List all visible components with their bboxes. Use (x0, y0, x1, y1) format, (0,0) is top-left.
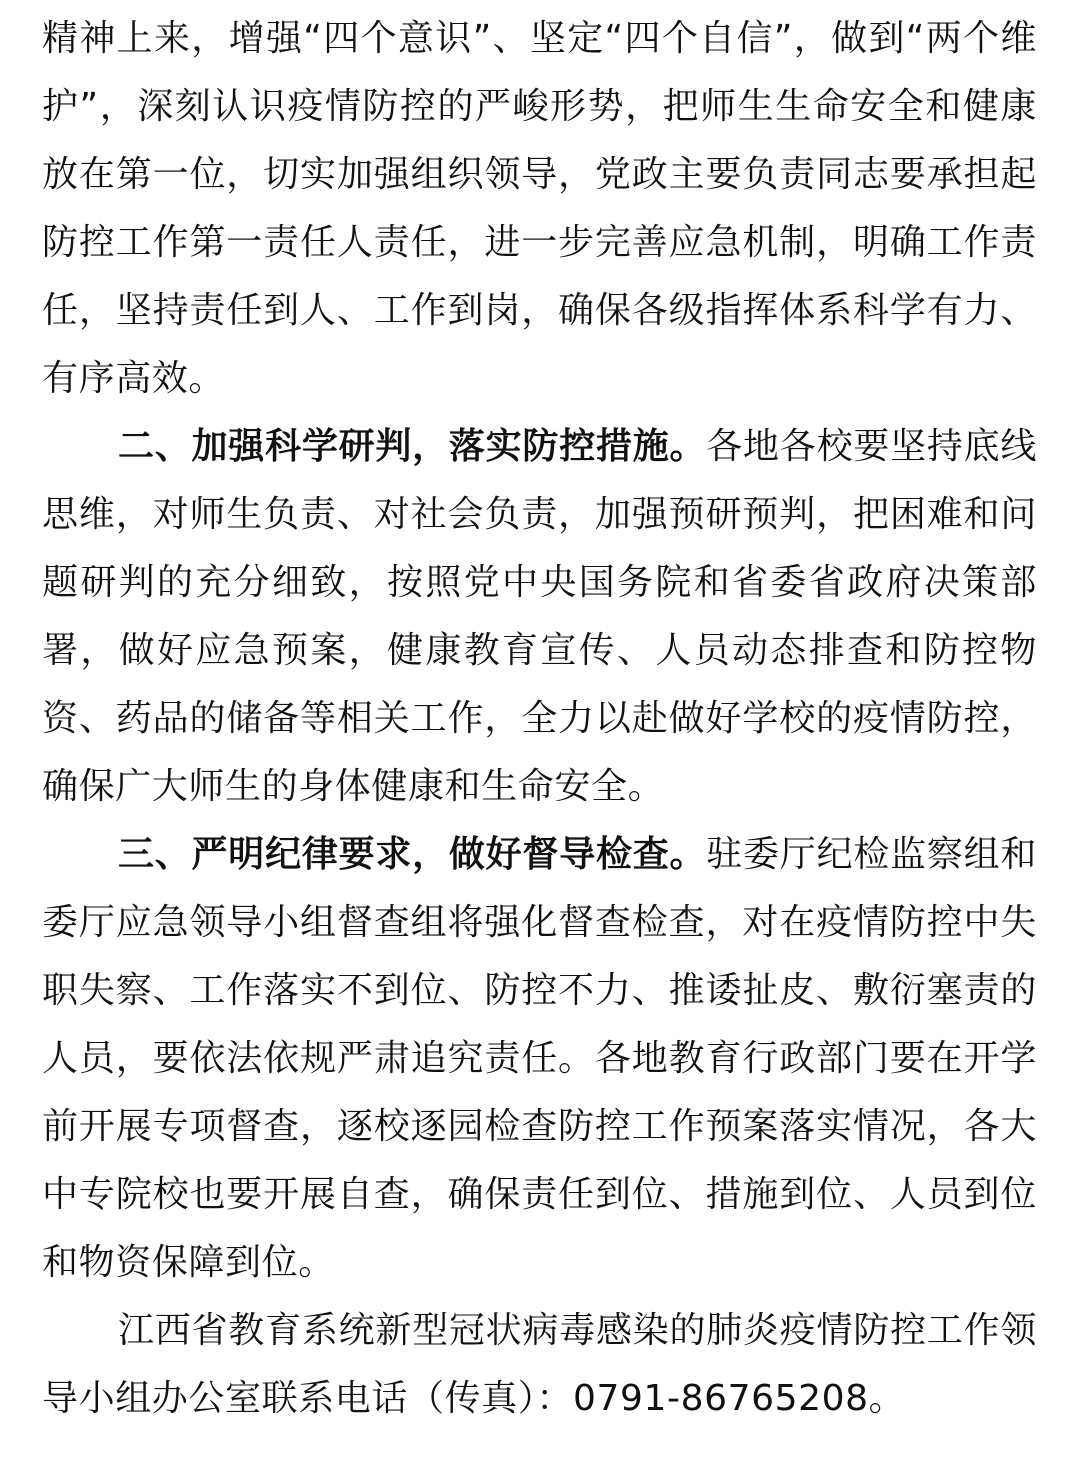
section-two-heading: 二、加强科学研判，落实防控措施。 (118, 426, 707, 467)
paragraph-section-three (42, 821, 1037, 1297)
paragraph-contact-info: 江西省教育系统新型冠状病毒感染的肺炎疫情防控工作领导小组办公室联系电话（传真）：0791-86765208。 (42, 1310, 1037, 1419)
section-three-body: 驻委厅纪检监察组和委厅应急领导小组督查组将强化督查检查，对在疫情防控中失职失察、工作落实不到位、防控不力、推诿扯皮、敷衍塞责的人员，要依法依规严肃追究责任。各地教育行政部门要在开学前开展专项督查，逐校逐园检查防控工作预案落实情况，各大中专院校也要开展自查，确保责任到位、措施到位、人员到位和物资保障到位。 (42, 834, 1037, 1283)
paragraph-intro-continued: 精神上来，增强“四个意识”、坚定“四个自信”，做到“两个维护”，深刻认识疫情防控的严峻形势，把师生生命安全和健康放在第一位，切实加强组织领导，党政主要负责同志要承担起防控工作第一责任人责任，进一步完善应急机制，明确工作责任，坚持责任到人、工作到岗，确保各级指挥体系科学有力、有序高效。 (42, 18, 1037, 399)
section-three-heading: 三、严明纪律要求，做好督导检查。 (118, 834, 707, 875)
section-two-body: 各地各校要坚持底线思维，对师生负责、对社会负责，加强预研预判，把困难和问题研判的充分细致，按照党中央国务院和省委省政府决策部署，做好应急预案，健康教育宣传、人员动态排查和防控物资、药品的储备等相关工作，全力以赴做好学校的疫情防控，确保广大师生的身体健康和生命安全。 (42, 426, 1037, 807)
paragraph-section-two (42, 413, 1037, 821)
